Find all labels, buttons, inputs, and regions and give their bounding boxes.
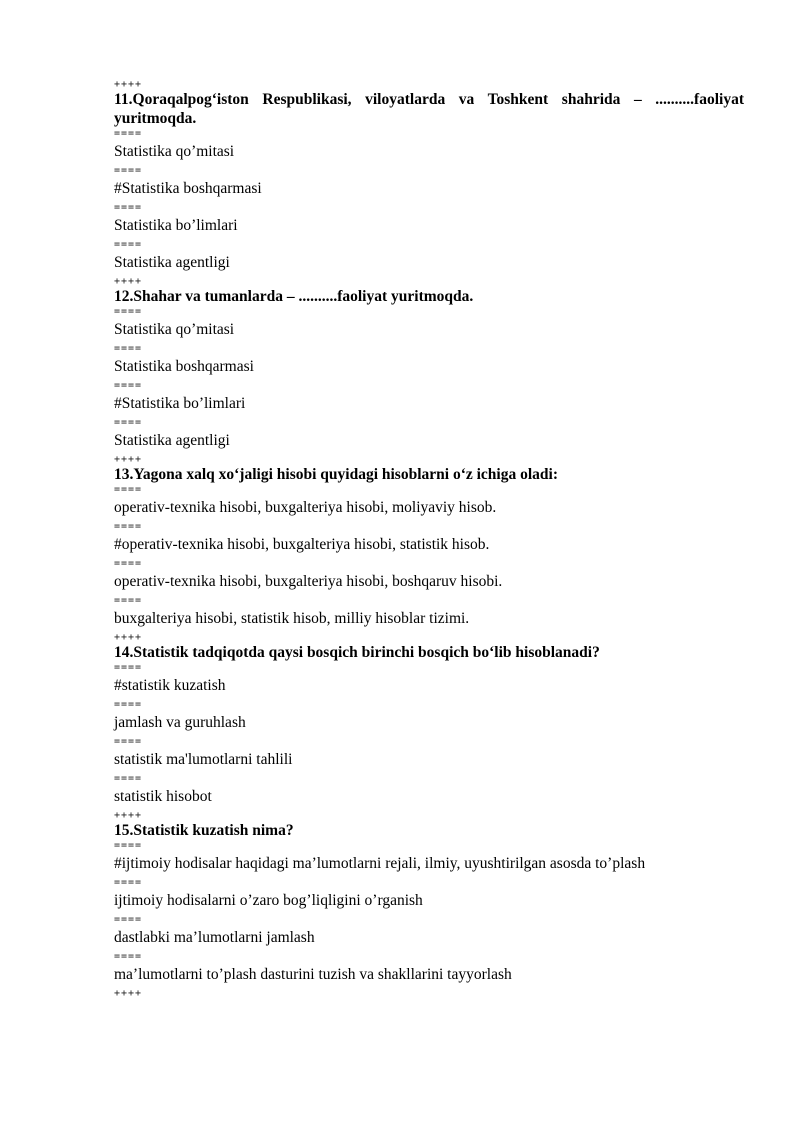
answer-separator: ==== <box>114 699 143 710</box>
question-block <box>114 821 744 999</box>
question-text: 13.Yagona xalq xo‘jaligi hisobi quyidagi hisoblarni o‘z ichiga oladi: <box>114 466 558 483</box>
answer-separator: ==== <box>114 773 143 784</box>
answer-option: jamlash va guruhlash <box>114 714 246 731</box>
answer-option: Statistika qo’mitasi <box>114 321 235 338</box>
answer-separator: ==== <box>114 951 143 962</box>
answer-separator: ==== <box>114 484 143 495</box>
question-list <box>114 90 744 999</box>
answer-option: ijtimoiy hodisalarni o’zaro bog’liqligini o’rganish <box>114 892 423 909</box>
answer-option: operativ-texnika hisobi, buxgalteriya hisobi, moliyaviy hisob. <box>114 499 497 516</box>
answer-separator: ==== <box>114 662 143 673</box>
block-separator: ++++ <box>114 276 143 287</box>
answer-option: Statistika boshqarmasi <box>114 358 254 375</box>
answer-separator: ==== <box>114 877 143 888</box>
answer-option: Statistika qo’mitasi <box>114 143 235 160</box>
answer-option: ma’lumotlarni to’plash dasturini tuzish va shakllarini tayyorlash <box>114 966 512 983</box>
block-separator: ++++ <box>114 810 143 821</box>
answer-separator: ==== <box>114 736 143 747</box>
block-separator: ++++ <box>114 454 143 465</box>
answer-option: dastlabki ma’lumotlarni jamlash <box>114 929 315 946</box>
answer-option: operativ-texnika hisobi, buxgalteriya hisobi, boshqaruv hisobi. <box>114 573 503 590</box>
answer-option: #statistik kuzatish <box>114 677 226 694</box>
answer-option: Statistika agentligi <box>114 254 230 271</box>
question-text: 14.Statistik tadqiqotda qaysi bosqich birinchi bosqich bo‘lib hisoblanadi? <box>114 644 600 661</box>
answer-option: #ijtimoiy hodisalar haqidagi ma’lumotlarni rejali, ilmiy, uyushtirilgan asosda to’plash <box>114 855 646 872</box>
answer-option: buxgalteriya hisobi, statistik hisob, milliy hisoblar tizimi. <box>114 610 470 627</box>
question-text: 15.Statistik kuzatish nima? <box>114 822 294 839</box>
block-separator: ++++ <box>114 79 143 90</box>
answer-separator: ==== <box>114 380 143 391</box>
answer-separator: ==== <box>114 306 143 317</box>
answer-separator: ==== <box>114 165 143 176</box>
answer-separator: ==== <box>114 343 143 354</box>
question-block <box>114 465 744 643</box>
answer-separator: ==== <box>114 128 143 139</box>
question-text: 11.Qoraqalpog‘iston Respublikasi, viloyatlarda va Toshkent shahrida – ..........faoliyat yuritmoqda. <box>114 91 744 127</box>
answer-option: #Statistika bo’limlari <box>114 395 246 412</box>
answer-separator: ==== <box>114 558 143 569</box>
answer-separator: ==== <box>114 239 143 250</box>
answer-option: Statistika bo’limlari <box>114 217 238 234</box>
answer-separator: ==== <box>114 840 143 851</box>
question-block <box>114 287 744 465</box>
answer-option: statistik hisobot <box>114 788 212 805</box>
block-separator: ++++ <box>114 632 143 643</box>
answer-option: #operativ-texnika hisobi, buxgalteriya hisobi, statistik hisob. <box>114 536 490 553</box>
question-block <box>114 643 744 821</box>
answer-separator: ==== <box>114 914 143 925</box>
answer-option: statistik ma'lumotlarni tahlili <box>114 751 293 768</box>
answer-separator: ==== <box>114 595 143 606</box>
block-separator: ++++ <box>114 988 143 999</box>
answer-option: #Statistika boshqarmasi <box>114 180 262 197</box>
question-text: 12.Shahar va tumanlarda – ..........faoliyat yuritmoqda. <box>114 288 474 305</box>
document-page <box>114 79 744 999</box>
answer-separator: ==== <box>114 521 143 532</box>
answer-separator: ==== <box>114 417 143 428</box>
answer-option: Statistika agentligi <box>114 432 230 449</box>
question-block <box>114 90 744 287</box>
answer-separator: ==== <box>114 202 143 213</box>
